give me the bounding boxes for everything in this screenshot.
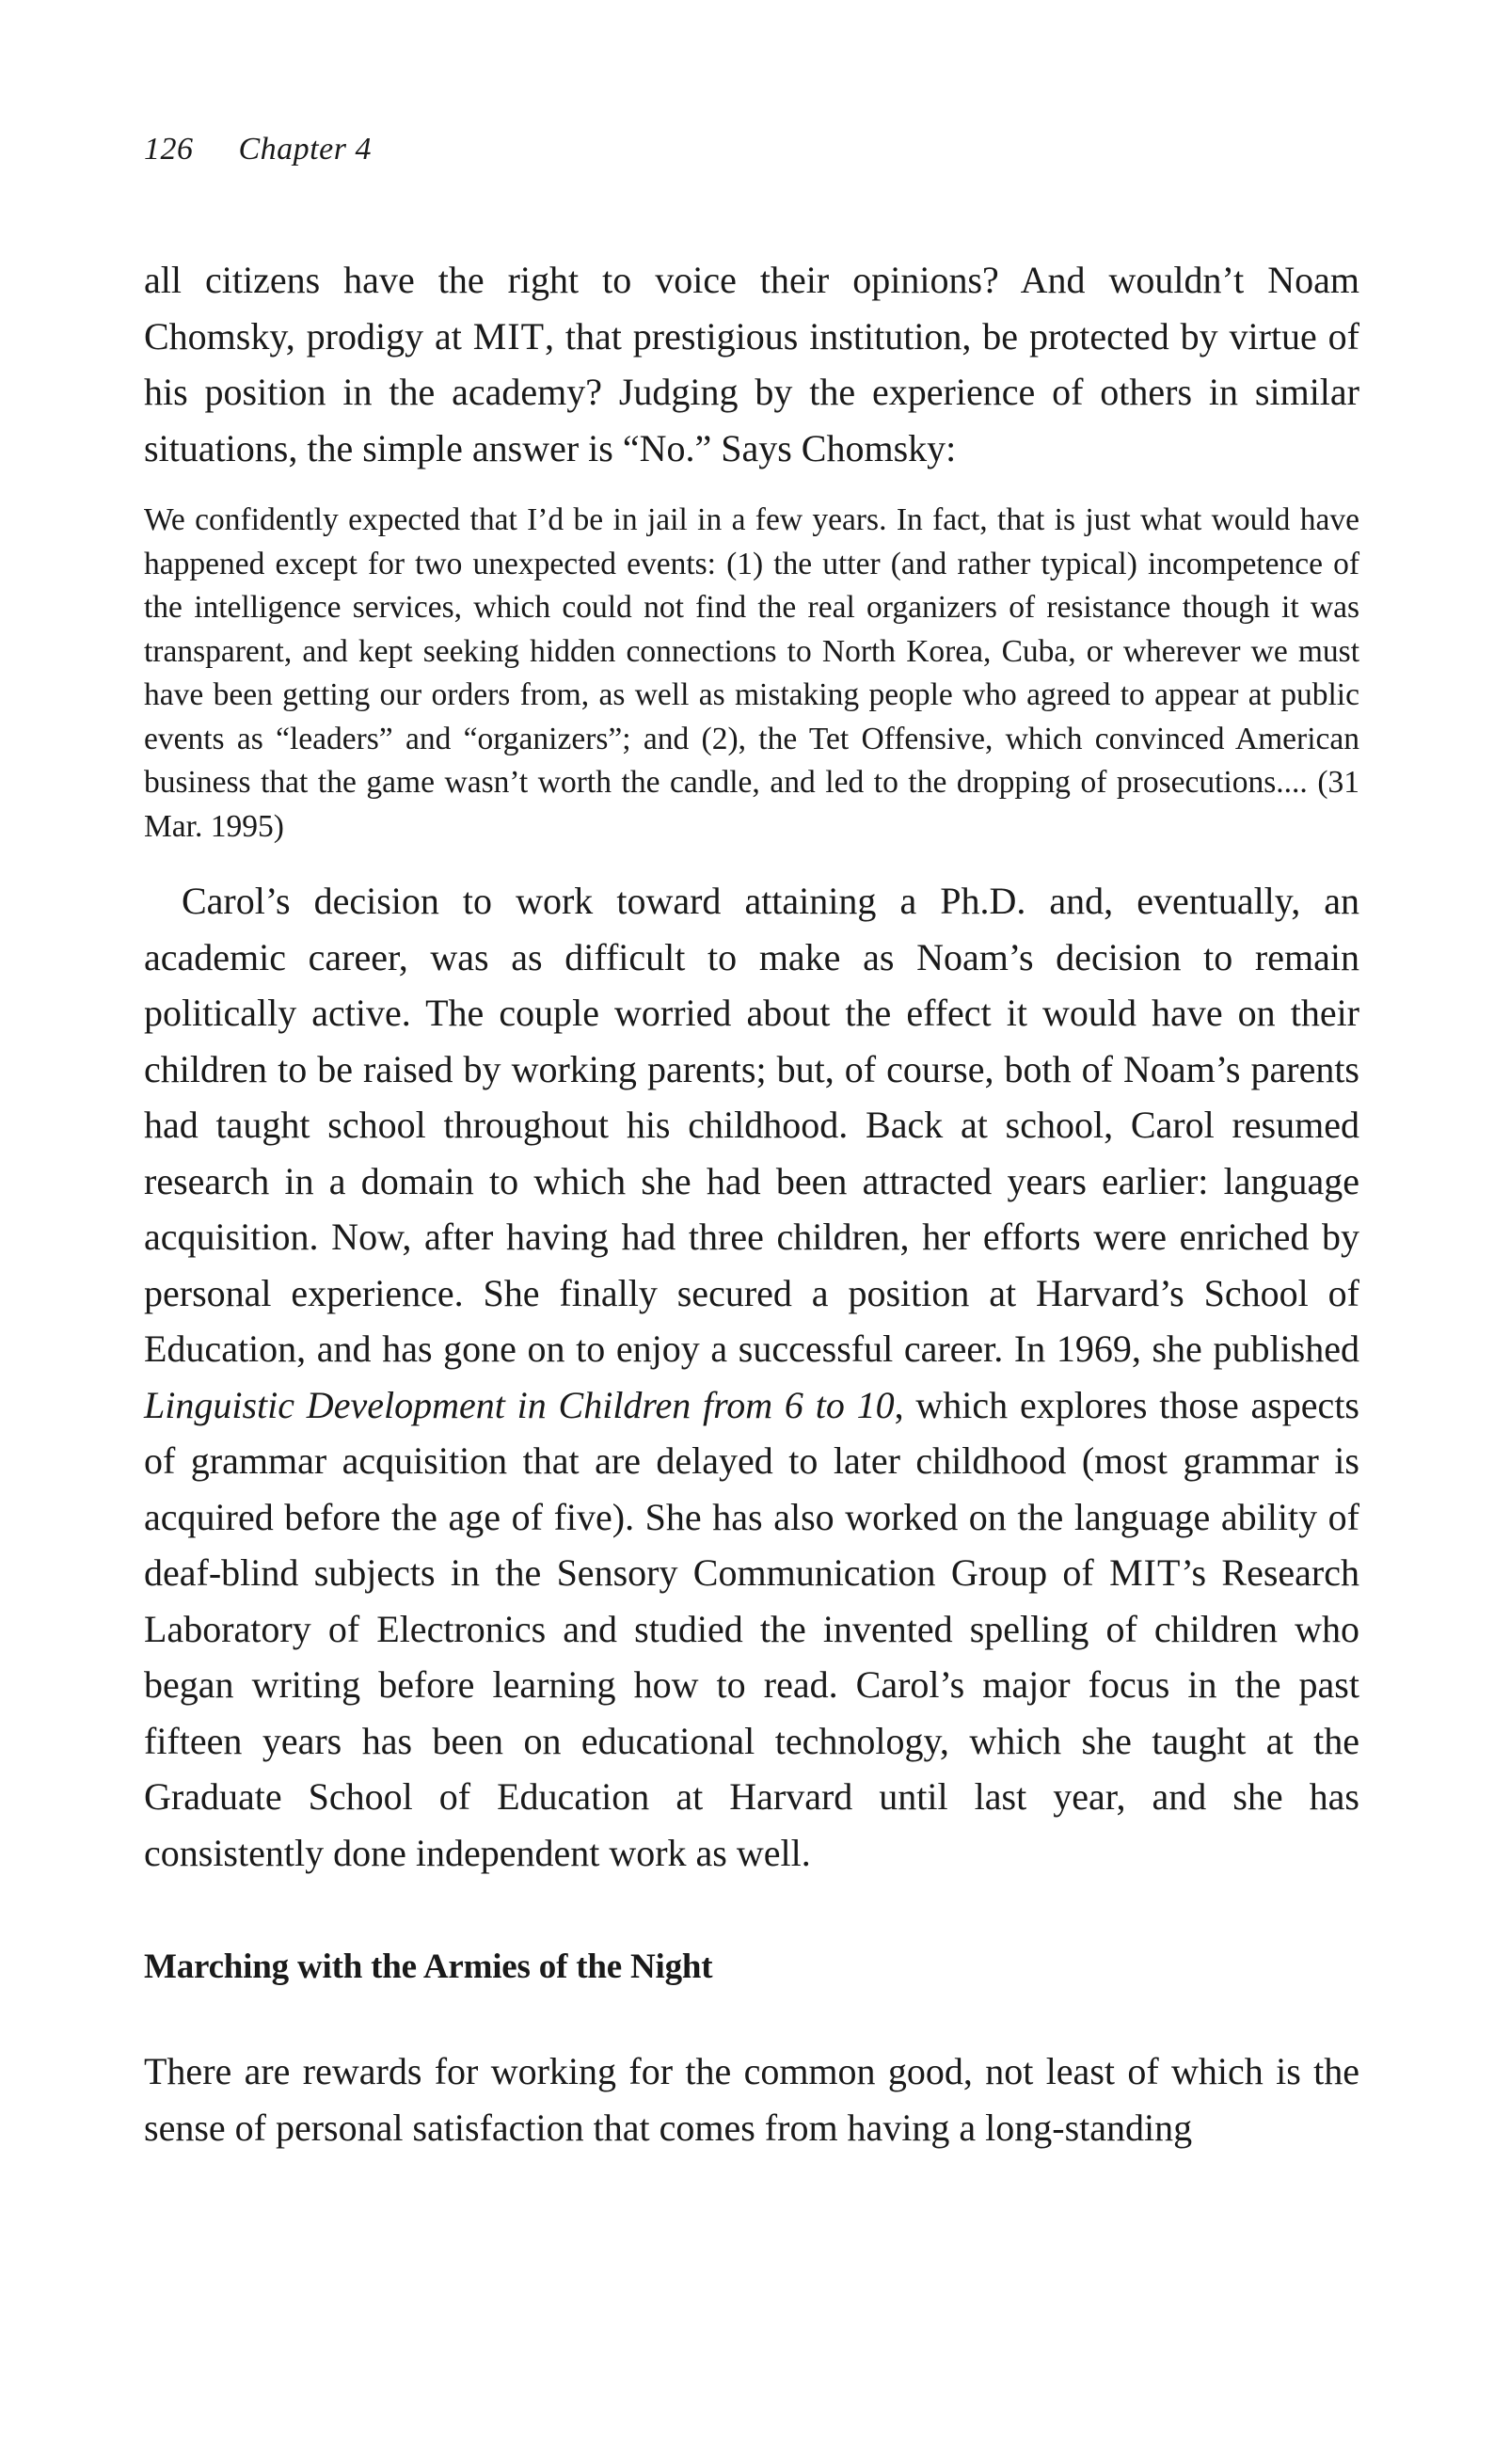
paragraph-text: , which explores those aspects of grammar acquisition that are delayed to later childhood (most grammar is acquired before the age of five). She has also worked on the language ability of deaf-blind subjects in the Sensory Communication Group of [144,1383,1359,1594]
book-title: Linguistic Development in Children from 6 to 10 [144,1383,895,1426]
chapter-title: Chapter 4 [238,132,372,167]
paragraph-text: , that prestigious institution, be protected by virtue of his position in the academy? Judging by the experience of others in similar situations, the simple answer is “No.” Says Chomsky: [144,314,1359,469]
block-quote: We confidently expected that I’d be in jail in a few years. In fact, that is just what would have happened except for two unexpected events: (1) the utter (and rather typical) incompetence of the intelligence services, which could not find the real organizers of resistance though it was transparent, and kept seeking hidden connections to North Korea, Cuba, or wherever we must have been getting our orders from, as well as mistaking people who agreed to appear at public events as “leaders” and “organizers”; and (2), the Tet Offensive, which convinced American business that the game wasn’t worth the candle, and led to the dropping of prosecutions.... (31 Mar. 1995) [144,502,1359,844]
paragraph-rewards: There are rewards for working for the common good, not least of which is the sense of personal satisfaction that comes from having a long-standing [144,2050,1359,2149]
running-header [144,132,372,167]
paragraph-carol [144,873,1359,1881]
page-number: 126 [144,132,194,167]
section-heading: Marching with the Armies of the Night [144,1947,713,1986]
paragraph-text: all citizens have the right to voice their opinions? And wouldn’t Noam Chomsky, prodigy at [144,259,1359,358]
paragraph-text: ’s Research Laboratory of Electronics and studied the invented spelling of children who began writing before learning how to read. Carol’s major focus in the past fifteen years has been on educational technology, which she taught at the Graduate School of Education at Harvard until last year, and she has consistently done independent work as well. [144,1551,1360,1874]
paragraph-text: Carol’s decision to work toward attaining a Ph.D. and, eventually, an academic career, was as difficult to make as Noam’s decision to remain politically active. The couple worried about the effect it would have on their children to be raised by working parents; but, of course, both of Noam’s parents had taught school throughout his childhood. Back at school, Carol resumed research in a domain to which she had been attracted years earlier: language acquisition. Now, after having had three children, her efforts were enriched by personal experience. She finally secured a position at Harvard’s School of Education, and has gone on to enjoy a successful career. In 1969, she published [144,880,1359,1370]
paragraph-continued [144,252,1359,476]
mit-abbreviation: MIT [1109,1551,1182,1594]
mit-abbreviation: MIT [472,314,546,358]
page-content [144,252,1359,2155]
